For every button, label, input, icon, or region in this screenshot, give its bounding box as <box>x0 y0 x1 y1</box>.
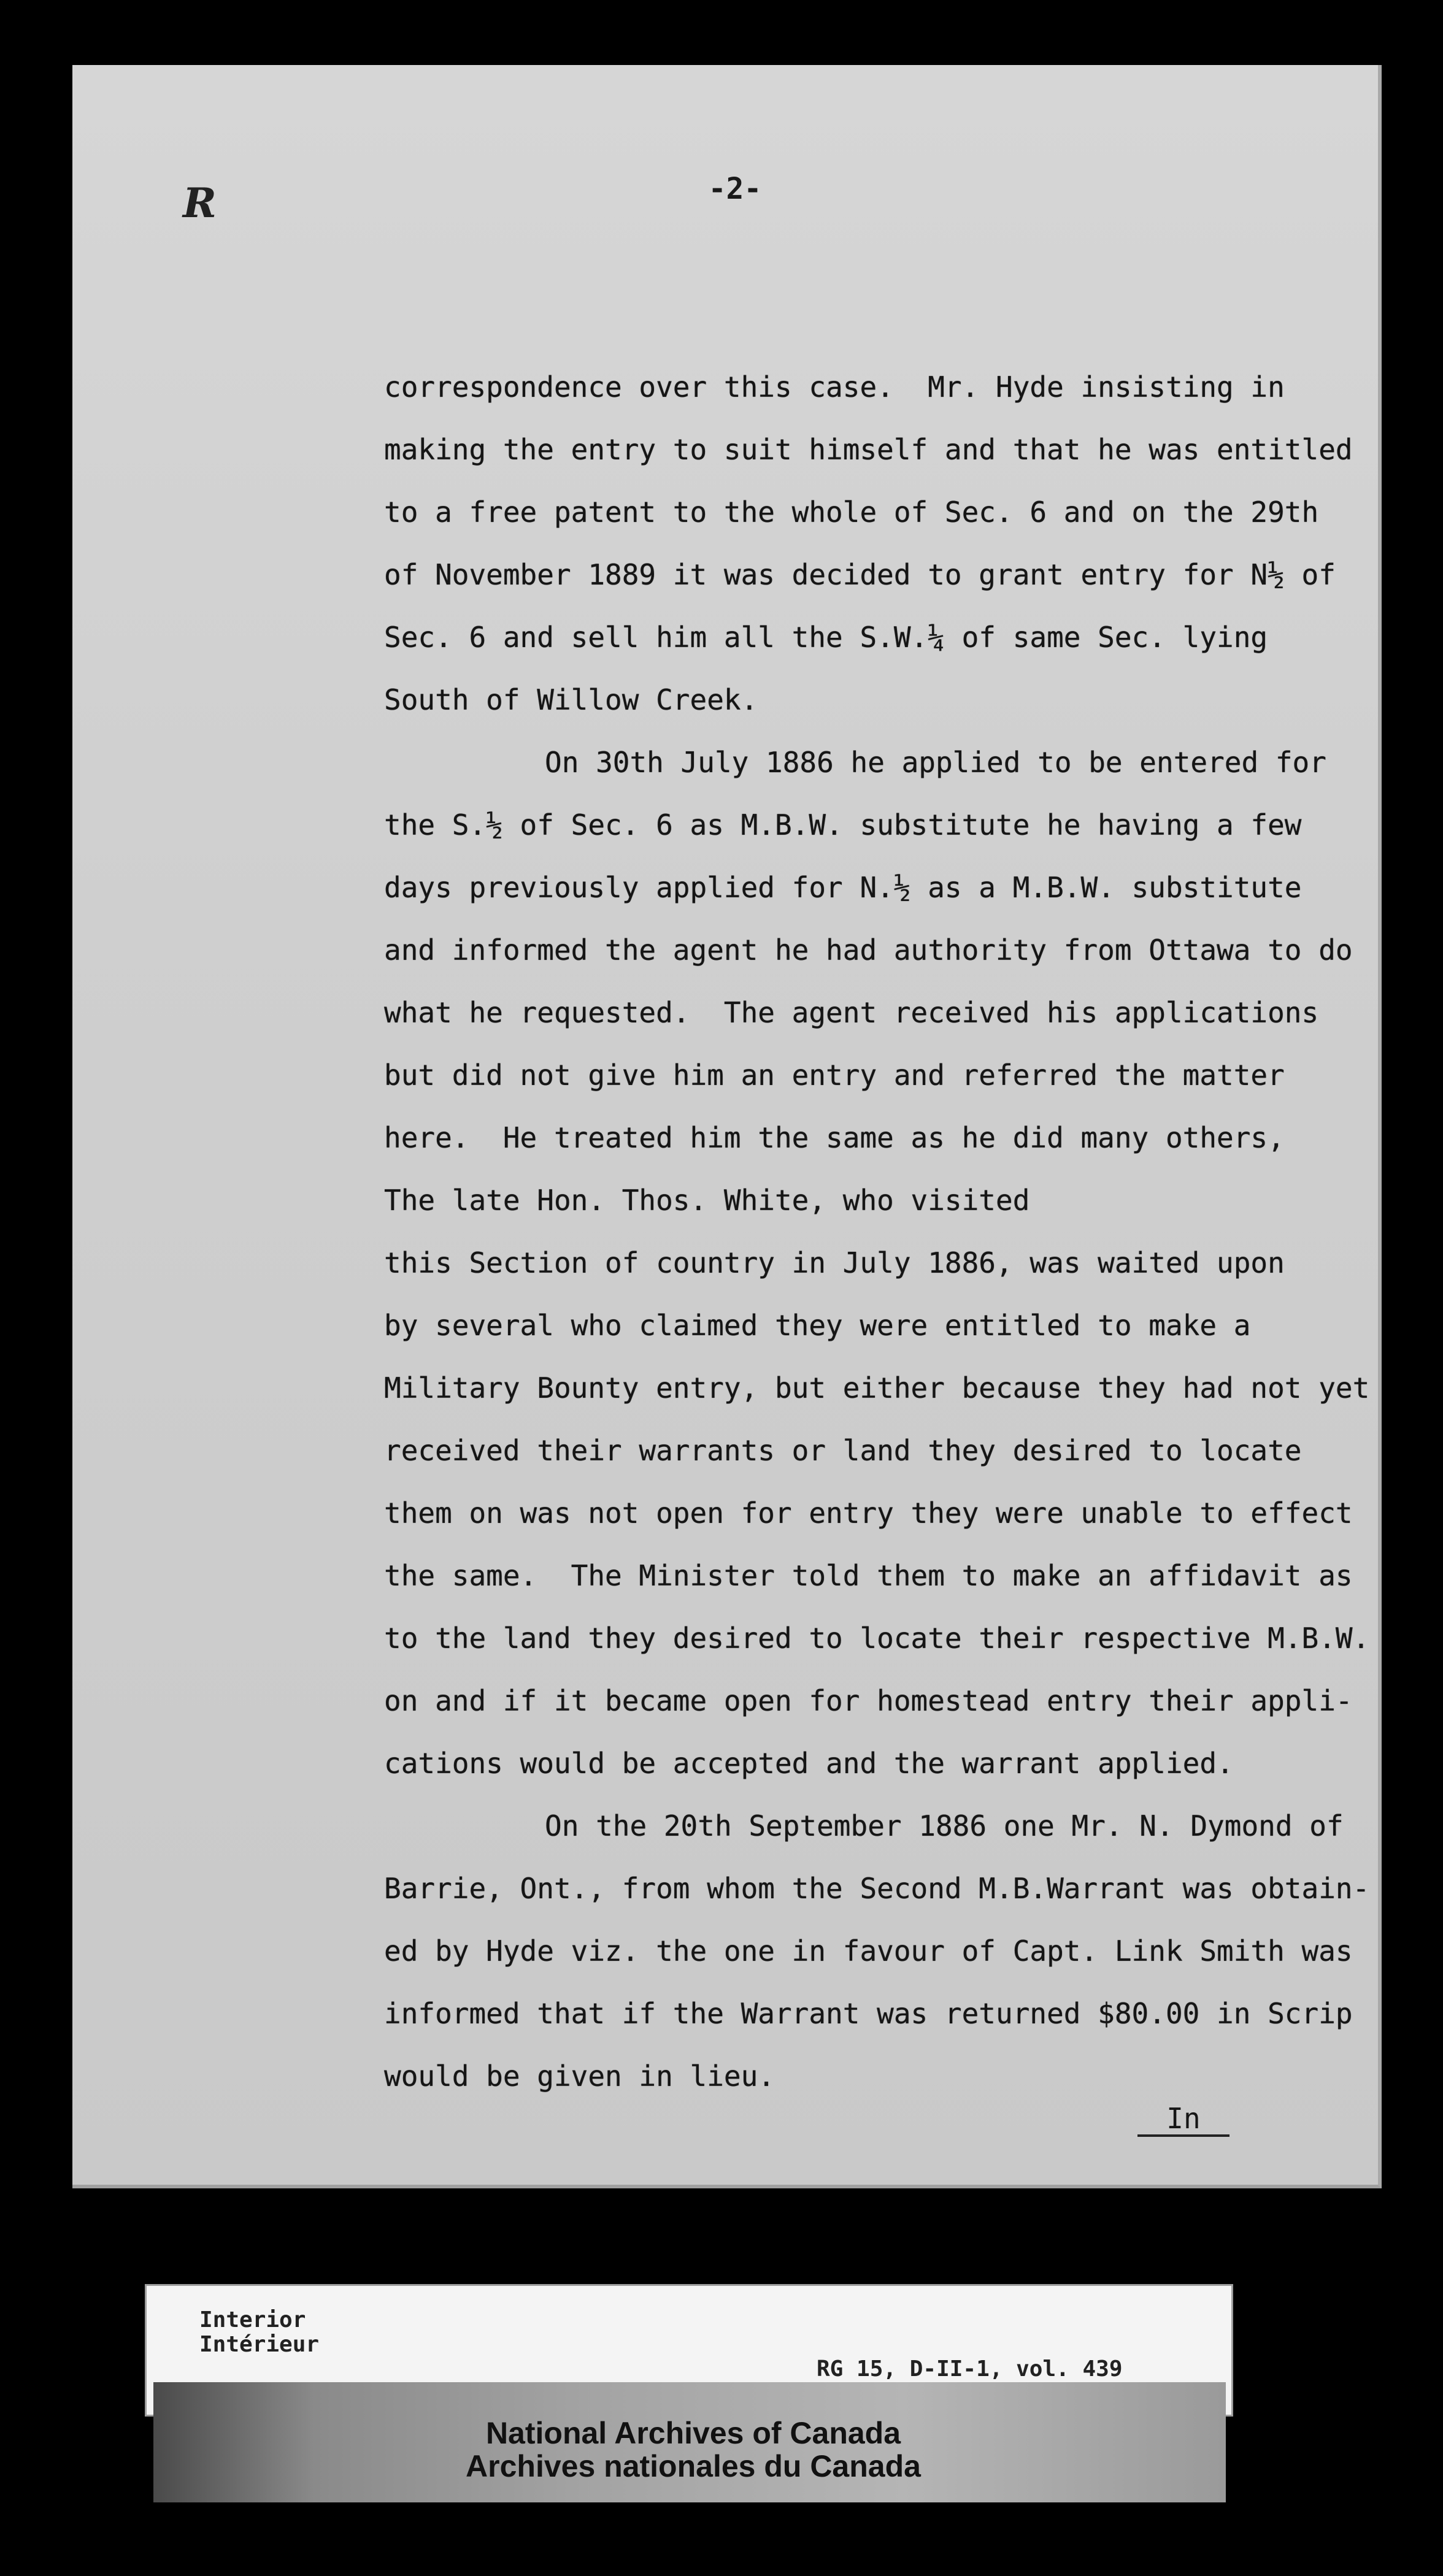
text-line: making the entry to suit himself and that he was entitled <box>384 433 1353 466</box>
text-line: cations would be accepted and the warrant applied. <box>384 1747 1234 1780</box>
text-line: on and if it became open for homestead entry their appli- <box>384 1684 1353 1717</box>
text-line: days previously applied for N.½ as a M.B.W. substitute <box>384 871 1302 904</box>
department-english: Interior <box>199 2307 306 2333</box>
catchword: In <box>1137 2103 1229 2137</box>
text-line: On 30th July 1886 he applied to be entered for <box>545 746 1326 779</box>
text-line: of November 1889 it was decided to grant entry for N½ of <box>384 558 1336 591</box>
text-line: the S.½ of Sec. 6 as M.B.W. substitute he having a few <box>384 808 1302 841</box>
department-french: Intérieur <box>199 2332 320 2357</box>
page-number: -2- <box>708 172 762 206</box>
text-line: by several who claimed they were entitled to make a <box>384 1309 1251 1342</box>
text-line: would be given in lieu. <box>384 2060 775 2093</box>
text-line: Barrie, Ont., from whom the Second M.B.Warrant was obtain- <box>384 1872 1370 1905</box>
archive-name-english: National Archives of Canada <box>485 2416 901 2450</box>
text-line: received their warrants or land they desired to locate <box>384 1434 1302 1467</box>
body-text <box>384 356 1390 2107</box>
text-line: this Section of country in July 1886, was waited upon <box>384 1246 1285 1279</box>
text-line: what he requested. The agent received his applications <box>384 996 1319 1029</box>
archive-name-french: Archives nationales du Canada <box>466 2449 921 2483</box>
archive-name <box>460 2417 926 2483</box>
text-line: and informed the agent he had authority from Ottawa to do <box>384 933 1353 967</box>
document-page <box>72 65 1382 2188</box>
text-line: The late Hon. Thos. White, who visited <box>384 1184 1030 1217</box>
archive-footer <box>153 2382 1226 2502</box>
text-line: Military Bounty entry, but either because they had not yet <box>384 1371 1370 1405</box>
record-group-reference: RG 15, D-II-1, vol. 439 <box>817 2356 1123 2382</box>
text-line: informed that if the Warrant was returned $80.00 in Scrip <box>384 1997 1353 2030</box>
corner-mark: R <box>183 179 217 227</box>
text-line: to the land they desired to locate their respective M.B.W. <box>384 1622 1370 1655</box>
text-line: On the 20th September 1886 one Mr. N. Dymond of <box>545 1809 1344 1842</box>
text-line: the same. The Minister told them to make an affidavit as <box>384 1559 1353 1592</box>
text-line: them on was not open for entry they were unable to effect <box>384 1497 1353 1530</box>
department-label <box>199 2308 319 2357</box>
text-line: but did not give him an entry and referred the matter <box>384 1059 1285 1092</box>
text-line: to a free patent to the whole of Sec. 6 and on the 29th <box>384 496 1319 529</box>
text-line: correspondence over this case. Mr. Hyde insisting in <box>384 370 1285 404</box>
text-line: here. He treated him the same as he did many others, <box>384 1121 1285 1154</box>
text-line: South of Willow Creek. <box>384 683 758 716</box>
text-line: ed by Hyde viz. the one in favour of Capt. Link Smith was <box>384 1934 1353 1968</box>
text-line: Sec. 6 and sell him all the S.W.¼ of same Sec. lying <box>384 621 1268 654</box>
